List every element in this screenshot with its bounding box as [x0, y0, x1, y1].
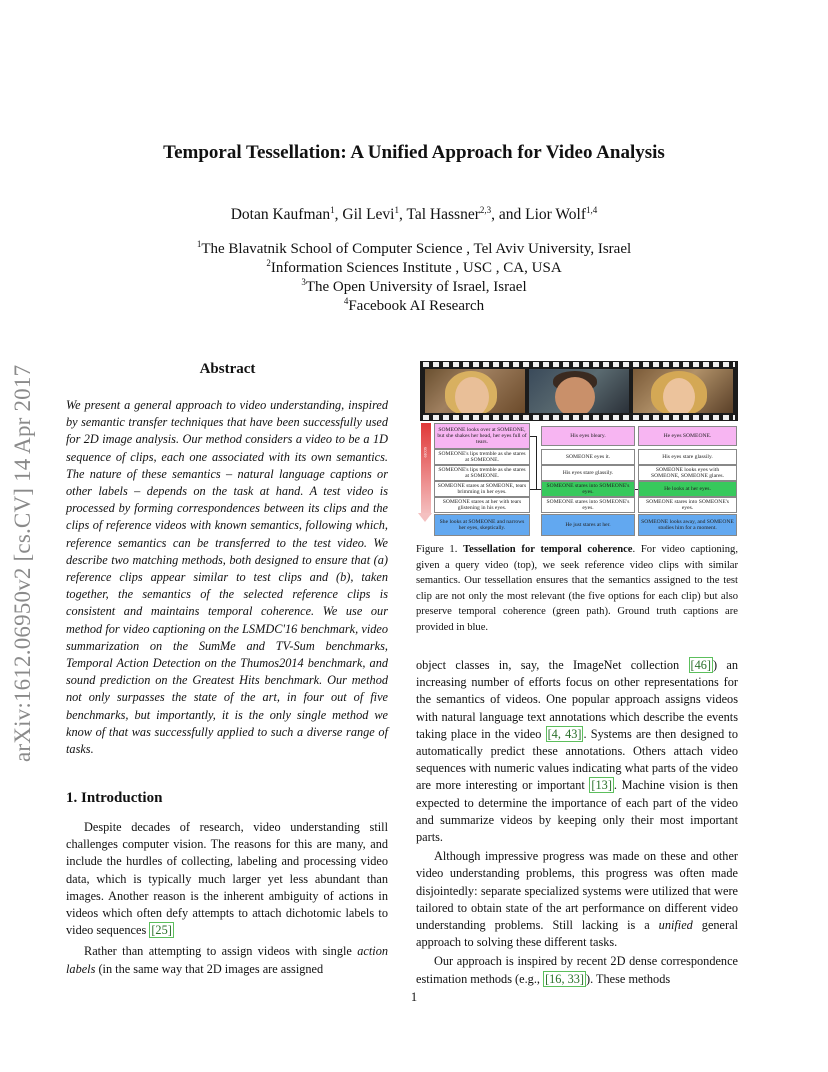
video-frame	[425, 369, 525, 413]
ground-truth-caption-cell: She looks at SOMEONE and narrows her eyes, skeptically.	[434, 514, 530, 536]
caption-option-cell: SOMEONE stares at SOMEONE, tears brimming in her eyes.	[434, 481, 530, 497]
right-column-body	[416, 657, 738, 988]
paragraph	[66, 943, 388, 977]
author-name: Tal Hassner	[406, 206, 480, 223]
citation-link[interactable]: [46]	[690, 658, 712, 672]
caption-option-cell: SOMEONE looks eyes with SOMEONE, SOMEONE glares.	[638, 465, 737, 481]
score-arrow	[421, 423, 431, 515]
figure-caption-text: . For video captioning, given a query video (top), we seek reference video clips with similar semantics. Our tessellation ensures that the semantics assigned to the test clip are not only the most relevant (the five options for each clip) but also preserve temporal coherence (green path). Ground truth captions are provided in blue.	[416, 544, 738, 633]
video-frame	[529, 369, 629, 413]
affiliation-marker: 2	[266, 258, 271, 268]
face-shape	[663, 378, 695, 413]
paragraph-text: Although impressive progress was made on these and other video understanding problems, this progress was often made disjointedly: separate specialized systems were utilized that were tailored to obtain state of the art performance on different video understanding problems. Still lacking is a	[416, 849, 738, 933]
paragraph-text: general approach to solving these different tasks.	[416, 918, 738, 950]
caption-option-cell: His eyes bleary.	[541, 426, 635, 446]
caption-option-cell: SOMEONE stares at her with tears glistening in his eyes.	[434, 497, 530, 513]
ground-truth-caption-cell: SOMEONE looks away, and SOMEONE studies him for a moment.	[638, 514, 737, 536]
caption-option-cell: SOMEONE's lips tremble as she stares at SOMEONE.	[434, 465, 530, 481]
filmstrip-sprocket-holes	[423, 415, 735, 420]
author-affiliation-marker: 2,3	[479, 205, 492, 215]
paragraph-text: (in the same way that 2D images are assigned	[98, 961, 324, 976]
author-affiliation-marker: 1	[330, 205, 335, 215]
paragraph-text: object classes in, say, the ImageNet collection	[416, 658, 680, 672]
caption-option-cell: SOMEONE looks over at SOMEONE, but she shakes her head, her eyes full of tears.	[434, 423, 530, 449]
paragraph	[416, 848, 738, 951]
paragraph-text: Our approach is inspired by recent 2D dense correspondence estimation methods (e.g.,	[416, 954, 738, 986]
emphasis-text: action labels	[66, 944, 388, 976]
ground-truth-caption-cell: He just stares at her.	[541, 514, 635, 536]
paragraph	[66, 819, 388, 939]
paragraph-text: ). These methods	[586, 971, 671, 986]
author-affiliation-marker: 1,4	[586, 205, 598, 215]
paragraph-text: Despite decades of research, video understanding still challenges computer vision. The reasons for this are many, and include the hurdles of collecting, labeling and processing video data, which is typically much larger yet less abundant than images. Another reason is the inherent ambiguity of actions in videos which often defy attempts to attach dichotomic labels to video sequences	[66, 820, 388, 938]
affiliation-text: Information Sciences Institute , USC , CA, USA	[270, 260, 562, 276]
caption-option-cell: He eyes SOMEONE.	[638, 426, 737, 446]
author-name: Gil Levi	[342, 206, 395, 223]
caption-option-cell: His eyes stare glassily.	[638, 449, 737, 465]
paragraph-text: . Systems are then designed to automatically predict these annotations. Others attach video sequences with numeric values indicating what parts of the video are more interesting or important	[416, 726, 738, 793]
connector-line	[530, 489, 541, 490]
paragraph	[416, 657, 738, 846]
affiliation	[0, 279, 828, 296]
author-name: Lior Wolf	[525, 206, 587, 223]
connector-line	[536, 436, 537, 489]
connector-line	[635, 489, 638, 490]
paragraph-text: . Machine vision is then expected to determine the importance of each part of the video and summarize videos by keeping only their most important parts.	[416, 778, 738, 845]
section-heading-introduction: 1. Introduction	[66, 790, 163, 806]
face-shape	[455, 377, 489, 413]
caption-option-cell: SOMEONE eyes it.	[541, 449, 635, 465]
video-frame	[633, 369, 733, 413]
author-list: Dotan Kaufman$^1$, Gil Levi$^1$, Tal Hassner$^{2,3}$, and Lior Wolf$^{1,4}$	[230, 205, 598, 223]
affiliation	[0, 298, 828, 315]
arxiv-identifier: arXiv:1612.06950v2 [cs.CV] 14 Apr 2017	[10, 364, 35, 762]
abstract-body: We present a general approach to video understanding, inspired by semantic transfer techniques that have been successfully used for 2D image analysis. Our method considers a video to be a 1D sequence of clips, each one associated with its own semantics. The nature of these semantics – natural language captions or other labels – depends on the task at hand. A test video is processed by forming correspondences between its clips and the clips of reference videos with known semantics, following which, reference semantics can be transferred to the test video. We describe two matching methods, both designed to ensure that (a) reference clips appear similar to test clips and (b), taken together, the semantics of the selected reference clips is consistent and maintains temporal coherence. We use our method for video captioning on the LSMDC'16 benchmark, video summarization on the SumMe and TV-Sum benchmarks, Temporal Action Detection on the Thumos2014 benchmark, and sound prediction on the Greatest Hits benchmark. Our method not only surpasses the state of the art, in four out of five benchmarks, but importantly, it is the only single method we know of that was successfully applied to such a diverse range of tasks.	[66, 398, 388, 757]
page-number: 1	[410, 990, 418, 1004]
selected-caption-cell: SOMEONE stares into SOMEONE's eyes.	[541, 481, 635, 497]
paragraph-text: ) an increasing number of efforts focus on other representations for the semantics of videos. One popular approach assigns videos with natural language text annotations which describe the events taking place in the video	[416, 658, 739, 741]
citation-link[interactable]: [4, 43]	[547, 726, 582, 741]
affiliation	[0, 260, 828, 277]
selected-caption-cell: He looks at her eyes.	[638, 481, 737, 497]
author-name: Dotan Kaufman	[230, 206, 331, 223]
score-arrowhead	[418, 513, 432, 522]
filmstrip	[420, 361, 738, 421]
face-shape	[555, 377, 595, 413]
author-affiliation-marker: 1	[394, 205, 399, 215]
introduction-body	[66, 819, 388, 978]
emphasis-text: unified	[658, 918, 693, 933]
affiliation-text: The Blavatnik School of Computer Science , Tel Aviv University, Israel	[201, 241, 632, 257]
figure-label: Figure 1.	[416, 544, 458, 555]
score-arrow-label: score	[422, 447, 427, 458]
filmstrip-sprocket-holes	[423, 362, 735, 367]
affiliation-marker: 1	[196, 239, 202, 249]
affiliation	[0, 241, 828, 258]
affiliation-marker: 3	[301, 277, 306, 287]
caption-option-cell: SOMEONE stares into SOMEONE's eyes.	[638, 497, 737, 513]
caption-option-cell: His eyes stare glassily.	[541, 465, 635, 481]
abstract-heading: Abstract	[199, 361, 256, 377]
figure-tessellation	[420, 361, 738, 539]
citation-link[interactable]: [16, 33]	[545, 971, 584, 986]
paragraph-text: Rather than attempting to assign videos with single	[84, 944, 352, 959]
citation-link[interactable]: [13]	[591, 778, 612, 793]
paragraph	[416, 953, 738, 987]
figure-caption	[416, 542, 738, 635]
caption-option-cell: SOMEONE's lips tremble as she stares at SOMEONE.	[434, 449, 530, 465]
caption-option-cell: SOMEONE stares into SOMEONE's eyes.	[541, 497, 635, 513]
paper-title: Temporal Tessellation: A Unified Approach for Video Analysis	[163, 142, 665, 163]
affiliation-marker: 4	[343, 296, 349, 306]
affiliation-text: The Open University of Israel, Israel	[305, 279, 527, 295]
citation-link[interactable]: [25]	[151, 923, 172, 938]
affiliation-text: Facebook AI Research	[348, 298, 485, 314]
figure-caption-bold: Tessellation for temporal coherence	[463, 544, 633, 555]
